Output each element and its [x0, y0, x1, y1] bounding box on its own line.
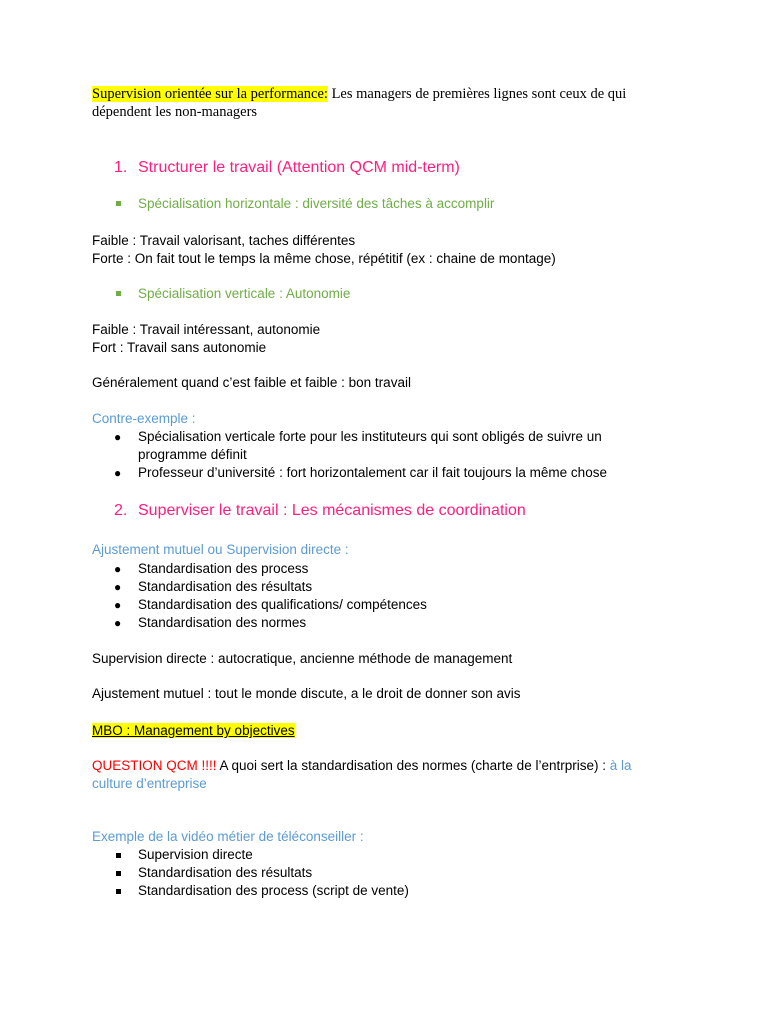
ajustement-mutuel-text: Ajustement mutuel : tout le monde discute, a le droit de donner son avis — [92, 686, 521, 701]
question-line-1 — [92, 757, 632, 775]
ajustement-item-4: Standardisation des normes — [138, 615, 307, 630]
exemple-item-3: Standardisation des process (script de vente) — [138, 883, 409, 898]
bullet-icon: ● — [114, 598, 122, 612]
square-bullet-icon — [116, 201, 121, 206]
bullet-icon: ● — [114, 466, 122, 480]
contre-exemple-item-2: Professeur d’université : fort horizontalement car il fait toujours la même chose — [138, 465, 607, 480]
question-answer-2: culture d’entreprise — [92, 776, 207, 791]
ajustement-item-3: Standardisation des qualifications/ compétences — [138, 597, 427, 612]
exemple-label: Exemple de la vidéo métier de téléconseiller : — [92, 829, 364, 844]
bullet-icon: ● — [114, 580, 122, 594]
supervision-directe-text: Supervision directe : autocratique, ancienne méthode de management — [92, 651, 513, 666]
section-2-heading — [114, 501, 526, 521]
mbo-line — [92, 722, 295, 740]
contre-exemple-item-1-cont: programme définit — [138, 447, 247, 462]
intro-highlight: Supervision orientée sur la performance: — [92, 86, 328, 102]
section-1-title: Structurer le travail (Attention QCM mid-term) — [138, 159, 460, 176]
section-1-heading — [114, 158, 460, 178]
intro-line-1 — [92, 85, 626, 103]
question-text: A quoi sert la standardisation des normes (charte de l’entrprise) : — [216, 758, 610, 773]
square-bullet-icon — [116, 871, 121, 876]
square-bullet-icon — [116, 291, 121, 296]
intro-text-1: Les managers de premières lignes sont ceux de qui — [327, 86, 627, 102]
contre-exemple-item-1: Spécialisation verticale forte pour les instituteurs qui sont obligés de suivre un — [138, 429, 602, 444]
faible-verticale: Faible : Travail intéressant, autonomie — [92, 322, 321, 337]
question-answer-1: à la — [609, 758, 632, 773]
section-1-number: 1. — [114, 159, 128, 176]
exemple-item-2: Standardisation des résultats — [138, 865, 313, 880]
intro-line-2: dépendent les non-managers — [92, 104, 258, 120]
faible-horizontal: Faible : Travail valorisant, taches différentes — [92, 233, 356, 248]
mbo-highlight: MBO : Management by objectives — [92, 723, 295, 738]
ajustement-label: Ajustement mutuel ou Supervision directe : — [92, 542, 349, 557]
bullet-icon: ● — [114, 616, 122, 630]
spec-horizontal-heading: Spécialisation horizontale : diversité des tâches à accomplir — [138, 196, 495, 211]
section-2-number: 2. — [114, 502, 128, 519]
bullet-icon: ● — [114, 562, 122, 576]
forte-horizontal: Forte : On fait tout le temps la même chose, répétitif (ex : chaine de montage) — [92, 251, 556, 266]
spec-verticale-heading: Spécialisation verticale : Autonomie — [138, 286, 351, 301]
ajustement-item-1: Standardisation des process — [138, 561, 309, 576]
question-label: QUESTION QCM !!!! — [92, 758, 217, 773]
section-2-title: Superviser le travail : Les mécanismes de coordination — [138, 502, 526, 519]
exemple-item-1: Supervision directe — [138, 847, 253, 862]
square-bullet-icon — [116, 889, 121, 894]
ajustement-item-2: Standardisation des résultats — [138, 579, 313, 594]
general-statement: Généralement quand c’est faible et faible : bon travail — [92, 375, 411, 390]
bullet-icon: ● — [114, 430, 122, 444]
square-bullet-icon — [116, 853, 121, 858]
fort-verticale: Fort : Travail sans autonomie — [92, 340, 267, 355]
contre-exemple-label: Contre-exemple : — [92, 411, 196, 426]
